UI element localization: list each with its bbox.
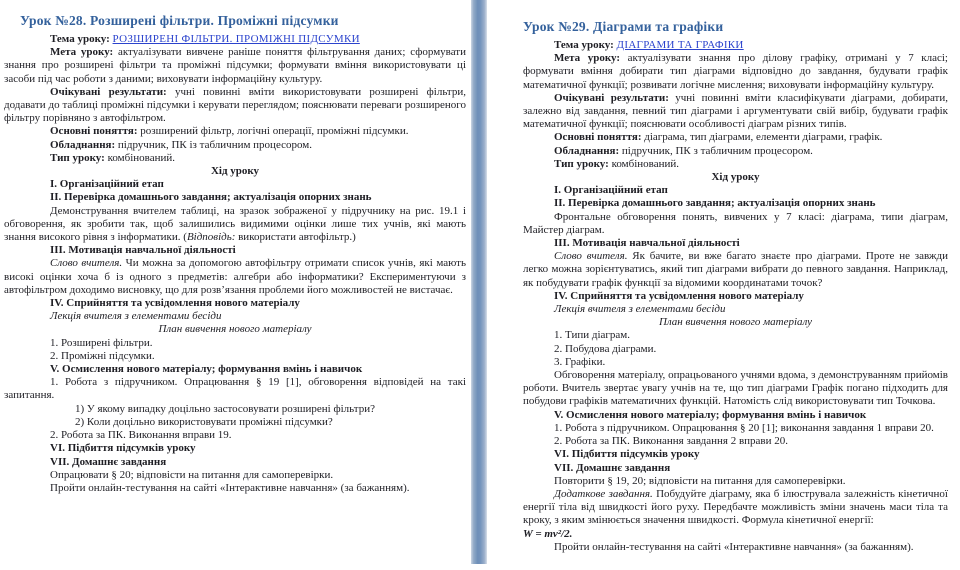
text-run: Повторити § 19, 20; відповісти на питання для самоперевірки. (554, 474, 846, 487)
section-heading (4, 456, 466, 469)
text-run: 1) У якому випадку доцільно застосовувати розширені фільтри? (75, 402, 375, 415)
paragraph (4, 337, 466, 350)
text-run: Мета уроку: (554, 52, 628, 65)
lesson-29-page (487, 0, 960, 570)
lesson-title (523, 18, 948, 36)
text-run: 2. Проміжні підсумки. (50, 349, 155, 362)
paragraph (523, 541, 948, 554)
text-run: Тема уроку: (50, 33, 113, 45)
text-run: План вивчення нового матеріалу (158, 323, 312, 336)
section-heading (4, 178, 466, 191)
paragraph (4, 125, 466, 138)
paragraph (523, 369, 948, 409)
text-run: 1. Типи діаграм. (554, 329, 630, 342)
section-heading (523, 184, 948, 197)
paragraph (4, 482, 466, 495)
text-run: Слово вчителя. (50, 257, 123, 270)
text-run: Пройти онлайн-тестування на сайті «Інтерактивне навчання» (за бажанням). (50, 481, 410, 494)
paragraph (523, 39, 948, 52)
text-run: II. Перевірка домашнього завдання; актуалізація опорних знань (50, 191, 372, 204)
lesson-28-page (0, 0, 471, 570)
paragraph (4, 33, 466, 46)
plan-subheading (523, 316, 948, 329)
text-run: 2. Робота за ПК. Виконання вправи 19. (50, 429, 232, 442)
text-run: VI. Підбиття підсумків уроку (50, 442, 196, 455)
text-run: Хід уроку (210, 165, 260, 178)
text-run: Пройти онлайн-тестування на сайті «Інтерактивне навчання» (за бажанням). (554, 540, 914, 553)
lesson-topic-link[interactable]: РОЗШИРЕНІ ФІЛЬТРИ. ПРОМІЖНІ ПІДСУМКИ (112, 33, 360, 45)
text-run: I. Організаційний етап (554, 184, 668, 197)
text-run: Мета уроку: (50, 46, 118, 59)
paragraph (523, 158, 948, 171)
paragraph (4, 310, 466, 323)
text-run: II. Перевірка домашнього завдання; актуалізація опорних знань (554, 197, 876, 210)
section-heading (4, 191, 466, 204)
text-run: V. Осмислення нового матеріалу; формування вмінь і навичок (554, 408, 867, 421)
paragraph (4, 257, 466, 297)
text-run: Хід уроку (711, 171, 760, 184)
paragraph (523, 52, 948, 92)
text-run: Урок №29. Діаграми та графіки (523, 19, 724, 34)
formula (523, 528, 948, 541)
section-heading (4, 297, 466, 310)
question-item (4, 416, 466, 429)
paragraph (523, 250, 948, 290)
text-run: Як бачите, ви вже багато знаєте про діаграми. Проте не завжди легко можна зорієнтуватись, який тип діаграми вибрати до певного завдання. Наприклад, як побудувати графік функції за відомими координатами точок? (523, 250, 948, 289)
text-run: План вивчення нового матеріалу (658, 316, 813, 329)
text-run: Основні поняття: (50, 125, 141, 138)
paragraph (4, 152, 466, 165)
lesson-29-content (523, 18, 948, 554)
subheading (523, 171, 948, 184)
paragraph (523, 422, 948, 435)
page-divider (471, 0, 487, 564)
text-run: Очікувані результати: (50, 85, 175, 98)
text-run: діаграма, тип діаграми, елементи діаграми, графік. (644, 131, 883, 144)
text-run: Демонстрування вчителем таблиці, на зразок зображеної у підручнику на рис. 19.1 і обговорення, як зробити так, щоб залишились видимими оцінки лише тих учнів, які мають знання високого рівня з інформатики. ( (4, 204, 466, 244)
paragraph (523, 475, 948, 488)
plan-subheading (4, 323, 466, 336)
paragraph (4, 429, 466, 442)
text-run: Додаткове завдання. (554, 487, 653, 500)
text-run: III. Мотивація навчальної діяльності (50, 244, 236, 257)
text-run: комбінований. (611, 157, 679, 170)
text-run: Урок №28. Розширені фільтри. Проміжні підсумки (20, 13, 339, 28)
section-heading (4, 442, 466, 455)
text-run: 2. Побудова діаграми. (554, 342, 657, 355)
text-run: W = mv²/2. (523, 527, 573, 540)
text-run: Опрацювати § 20; відповісти на питання для самоперевірки. (50, 468, 334, 481)
text-run: Тип уроку: (554, 157, 612, 170)
text-run: підручник, ПК із табличним процесором. (117, 138, 312, 151)
text-run: актуалізувати вивчене раніше поняття фільтрування даних; сформувати знання про розширені фільтри та проміжні підсумки; формувати вміння використовувати ці засоби під час роботи з даними; виховувати інформаційну культуру. (4, 46, 466, 85)
text-run: Тема уроку: (554, 39, 617, 51)
text-run: Фронтальне обговорення понять, вивчених у 7 класі: діаграма, типи діаграм, Майстер діаграм. (523, 210, 948, 236)
paragraph (4, 376, 466, 402)
section-heading (523, 462, 948, 475)
paragraph (523, 303, 948, 316)
text-run: Слово вчителя. (554, 250, 628, 263)
text-run: 1. Робота з підручником. Опрацювання § 20 [1]; виконання завдання 1 вправи 20. (554, 421, 934, 434)
paragraph (4, 86, 466, 126)
paragraph (523, 211, 948, 237)
paragraph (523, 145, 948, 158)
paragraph (523, 92, 948, 132)
paragraph (523, 435, 948, 448)
question-item (4, 403, 466, 416)
text-run: учні повинні вміти класифікувати діаграми, добирати, залежно від завдання, певний тип діаграми і аргументувати свій вибір, будувати графік математичної функції; пояснювати особливості діаграм різних типів. (523, 91, 948, 131)
text-run: Відповідь: (186, 231, 236, 244)
text-run: I. Організаційний етап (50, 178, 164, 191)
text-run: V. Осмислення нового матеріалу; формування вмінь і навичок (50, 363, 363, 376)
text-run: 2) Коли доцільно використовувати проміжні підсумки? (75, 415, 333, 428)
paragraph (523, 356, 948, 369)
paragraph (4, 469, 466, 482)
text-run: 3. Графіки. (554, 355, 606, 368)
lesson-title (4, 12, 466, 30)
text-run: Обладнання: (554, 144, 622, 157)
text-run: Тип уроку: (50, 151, 108, 164)
text-run: Чи можна за допомогою автофільтру отримати список учнів, які мають високі оцінки хоча б із одного з предметів: алгебри або інформатики? Експериментуючи з автофільтром доходимо висновку, що для розв’язання проблеми його можливостей не вистачає. (4, 257, 466, 296)
text-run: IV. Сприйняття та усвідомлення нового матеріалу (50, 297, 300, 310)
paragraph (4, 46, 466, 86)
text-run: 1. Робота з підручником. Опрацювання § 19 [1], обговорення відповідей на такі запитання. (4, 376, 466, 402)
text-run: учні повинні вміти використовувати розширені фільтри, додавати до таблиці проміжні підсумки і керувати переглядом; пояснювати переваги розширеного фільтру порівняно з автофільтром. (4, 85, 466, 125)
text-run: Лекція вчителя з елементами бесіди (554, 303, 726, 316)
paragraph (523, 488, 948, 528)
text-run: 2. Робота за ПК. Виконання завдання 2 вправи 20. (554, 435, 788, 448)
text-run: III. Мотивація навчальної діяльності (554, 237, 740, 250)
section-heading (523, 290, 948, 303)
text-run: розширений фільтр, логічні операції, проміжні підсумки. (140, 125, 409, 138)
text-run: Очікувані результати: (554, 91, 676, 104)
text-run: використати автофільтр.) (235, 231, 356, 244)
text-run: Основні поняття: (554, 131, 645, 144)
lesson-topic-link[interactable]: ДІАГРАМИ ТА ГРАФІКИ (616, 39, 744, 51)
paragraph (523, 131, 948, 144)
text-run: Побудуйте діаграму, яка б ілюструвала залежність кінетичної енергії тіла від швидкості його руху. Передбачте можливість зміни значень маси тіла та кроку, з яким змінюється значення швидкості. Формула кінетичної енергії: (523, 487, 948, 527)
text-run: актуалізувати знання про ділову графіку, отримані у 7 класі; формувати вміння добирати тип діаграми відповідно до завдання, будувати графік математичної функції; розвивати логічне мислення; виховувати інформаційну культуру. (523, 52, 948, 91)
text-run: Обговорення матеріалу, опрацьованого учнями вдома, з демонструванням прийомів роботи. Вчитель звертає увагу учнів на те, що тип діаграми Графік погано підходить для побудови графіків математичних функцій. Натомість слід використовувати тип Точкова. (523, 369, 948, 408)
paragraph (523, 329, 948, 342)
text-run: комбінований. (107, 151, 175, 164)
section-heading (4, 363, 466, 376)
lesson-28-content (4, 12, 466, 495)
text-run: підручник, ПК з табличним процесором. (621, 144, 813, 157)
section-heading (4, 244, 466, 257)
text-run: Лекція вчителя з елементами бесіди (50, 310, 222, 323)
paragraph (4, 139, 466, 152)
section-heading (523, 237, 948, 250)
subheading (4, 165, 466, 178)
text-run: 1. Розширені фільтри. (50, 336, 153, 349)
section-heading (523, 448, 948, 461)
text-run: VI. Підбиття підсумків уроку (554, 448, 700, 461)
text-run: VII. Домашнє завдання (554, 461, 671, 474)
paragraph (4, 350, 466, 363)
text-run: IV. Сприйняття та усвідомлення нового матеріалу (554, 289, 804, 302)
text-run: VII. Домашнє завдання (50, 455, 167, 468)
paragraph (4, 205, 466, 245)
text-run: Обладнання: (50, 138, 118, 151)
section-heading (523, 409, 948, 422)
paragraph (523, 343, 948, 356)
section-heading (523, 197, 948, 210)
